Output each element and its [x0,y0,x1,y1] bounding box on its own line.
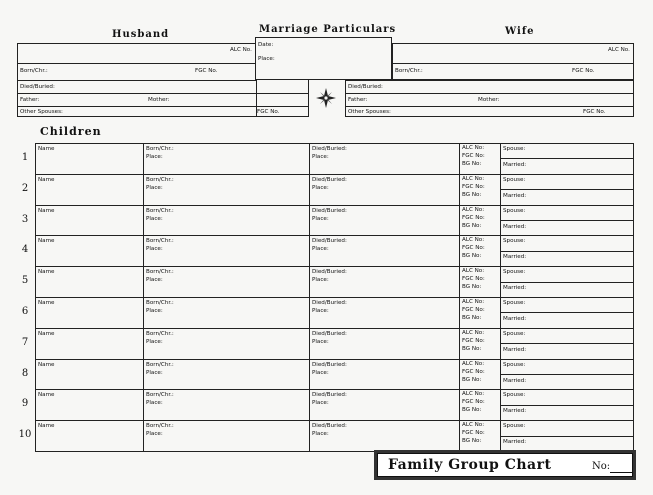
child-name-label: Name [38,269,55,276]
child-name-label: Name [38,300,55,306]
child-fgc-label: FGC No: [462,399,485,406]
child-alc-label: ALC No: [462,206,485,213]
child-row-number: 7 [21,336,29,348]
child-row-number: 8 [21,367,29,379]
child-row-number: 9 [21,398,29,410]
family-group-chart-title-block [374,450,636,480]
child-born-place-label: Place: [146,277,163,284]
husband-heading: Husband [112,29,170,40]
column-divider [459,359,460,390]
child-bg-label: BG No: [462,407,482,414]
child-born-place-label: Place: [146,246,163,253]
spouse-divider [500,251,634,252]
column-divider [143,328,144,359]
column-divider [143,420,144,451]
child-bg-label: BG No: [462,191,482,198]
child-married-label: Married: [503,162,527,168]
column-divider [309,143,310,174]
child-bg-label: BG No: [462,284,482,291]
child-died-place-label: Place: [312,338,329,345]
child-row-number: 10 [18,429,32,441]
child-row-number: 1 [21,152,29,163]
column-divider [309,297,310,328]
wife-fgc2-label: FGC No. [583,109,606,115]
child-spouse-label: Spouse: [503,423,526,430]
child-spouse-label: Spouse: [503,330,526,337]
child-bg-label: BG No: [462,438,482,445]
husband-fgc-label: FGC No. [195,68,218,74]
child-married-label: Married: [503,223,527,230]
husband-alc-label: ALC No. [230,47,252,53]
child-fgc-label: FGC No: [462,183,485,190]
column-divider [309,174,310,205]
column-divider [459,297,460,328]
child-married-label: Married: [503,408,527,415]
child-died-place-label: Place: [312,369,329,376]
child-died-label: Died/Buried: [312,146,347,152]
husband-born-label: Born/Chr.: [20,68,48,74]
child-born-label: Born/Chr.: [146,176,174,183]
husband-fgc2-label: FGC No. [257,109,280,115]
child-died-label: Died/Buried: [312,330,347,337]
column-divider [309,359,310,390]
child-died-label: Died/Buried: [312,392,347,399]
child-died-place-label: Place: [312,154,329,160]
child-born-label: Born/Chr.: [146,423,174,430]
column-divider [459,205,460,236]
column-divider [459,174,460,205]
marriage-block [255,37,392,80]
child-born-label: Born/Chr.: [146,207,174,214]
spouse-divider [500,405,634,406]
column-divider [143,359,144,390]
column-divider [309,205,310,236]
husband-other-spouses-label: Other Spouses: [20,109,63,115]
column-divider [459,389,460,420]
spouse-divider [500,282,634,283]
column-divider [143,235,144,266]
wife-alc-label: ALC No. [608,47,630,53]
child-born-place-label: Place: [146,184,163,191]
column-divider [143,205,144,236]
child-died-label: Died/Buried: [312,423,347,430]
spouse-divider [500,312,634,313]
child-fgc-label: FGC No: [462,368,485,375]
child-name-label: Name [38,423,55,430]
child-born-label: Born/Chr.: [146,361,174,368]
child-fgc-label: FGC No: [462,337,485,344]
spouse-divider [500,189,634,190]
wife-fgc-label: FGC No. [572,68,595,74]
chart-number-label: No: [592,461,611,472]
husband-died-label: Died/Buried: [20,84,55,90]
child-row-number: 5 [21,275,29,287]
spouse-divider [500,343,634,344]
child-born-place-label: Place: [146,431,163,438]
column-divider [459,235,460,266]
husband-father-label: Father: [20,97,40,103]
child-died-label: Died/Buried: [312,300,347,306]
spouse-divider [500,374,634,375]
child-alc-label: ALC No: [462,145,485,151]
column-divider [459,328,460,359]
wife-heading: Wife [505,26,535,37]
child-fgc-label: FGC No: [462,307,485,313]
child-married-label: Married: [503,254,527,261]
child-alc-label: ALC No: [462,329,485,336]
wife-block [392,43,634,80]
child-born-label: Born/Chr.: [146,392,174,399]
child-born-label: Born/Chr.: [146,300,174,306]
column-divider [309,420,310,451]
child-spouse-label: Spouse: [503,392,526,399]
marriage-date-label: Date: [258,42,274,48]
child-fgc-label: FGC No: [462,214,485,221]
chart-number-line [610,472,632,473]
child-married-label: Married: [503,192,527,199]
child-spouse-label: Spouse: [503,300,526,306]
child-died-place-label: Place: [312,400,329,407]
husband-mother-label: Mother: [148,97,170,103]
wife-died-label: Died/Buried: [348,84,383,90]
child-died-place-label: Place: [312,184,329,191]
column-divider [143,174,144,205]
child-born-label: Born/Chr.: [146,330,174,337]
child-spouse-label: Spouse: [503,269,526,276]
child-bg-label: BG No: [462,315,482,321]
child-married-label: Married: [503,439,527,446]
child-spouse-label: Spouse: [503,146,526,152]
child-alc-label: ALC No: [462,422,485,429]
child-alc-label: ALC No: [462,268,485,275]
child-bg-label: BG No: [462,161,482,167]
child-alc-label: ALC No: [462,175,485,182]
child-spouse-label: Spouse: [503,176,526,183]
child-bg-label: BG No: [462,253,482,260]
child-name-label: Name [38,176,55,183]
child-died-label: Died/Buried: [312,269,347,276]
child-died-place-label: Place: [312,308,329,314]
child-alc-label: ALC No: [462,237,485,244]
column-divider [143,266,144,297]
child-born-place-label: Place: [146,369,163,376]
child-died-label: Died/Buried: [312,176,347,183]
spouse-divider [500,220,634,221]
column-divider [143,389,144,420]
child-born-place-label: Place: [146,215,163,222]
compass-ornament-icon [316,88,336,108]
child-died-place-label: Place: [312,277,329,284]
child-born-place-label: Place: [146,154,163,160]
child-born-place-label: Place: [146,308,163,314]
child-name-label: Name [38,207,55,214]
child-row-number: 2 [21,182,29,194]
wife-father-label: Father: [348,97,368,103]
child-died-place-label: Place: [312,431,329,438]
child-married-label: Married: [503,316,527,322]
child-born-label: Born/Chr.: [146,146,174,152]
spouse-divider [500,436,634,437]
child-died-place-label: Place: [312,215,329,222]
child-spouse-label: Spouse: [503,238,526,245]
child-alc-label: ALC No: [462,299,485,305]
child-married-label: Married: [503,377,527,384]
column-divider [309,389,310,420]
wife-born-label: Born/Chr.: [395,68,423,74]
child-married-label: Married: [503,346,527,353]
column-divider [459,420,460,451]
column-divider [459,266,460,297]
child-fgc-label: FGC No: [462,153,485,159]
child-alc-label: ALC No: [462,360,485,367]
child-spouse-label: Spouse: [503,207,526,214]
chart-title: Family Group Chart [388,457,552,473]
child-bg-label: BG No: [462,345,482,352]
child-bg-label: BG No: [462,376,482,383]
child-fgc-label: FGC No: [462,245,485,252]
child-name-label: Name [38,238,55,245]
child-alc-label: ALC No: [462,391,485,398]
column-divider [309,328,310,359]
marriage-place-label: Place: [258,56,275,62]
wife-other-spouses-label: Other Spouses: [348,109,391,115]
child-married-label: Married: [503,285,527,292]
child-died-label: Died/Buried: [312,238,347,245]
spouse-divider [500,158,634,159]
child-born-place-label: Place: [146,400,163,407]
child-row-number: 6 [21,306,29,317]
child-fgc-label: FGC No: [462,276,485,283]
child-fgc-label: FGC No: [462,430,485,437]
child-born-label: Born/Chr.: [146,269,174,276]
child-bg-label: BG No: [462,222,482,229]
child-row-number: 4 [21,244,29,256]
child-name-label: Name [38,146,55,152]
wife-mother-label: Mother: [478,97,500,103]
children-heading: Children [40,125,102,138]
column-divider [309,235,310,266]
column-divider [309,266,310,297]
marriage-heading: Marriage Particulars [259,24,397,35]
child-name-label: Name [38,392,55,399]
column-divider [143,143,144,174]
column-divider [143,297,144,328]
child-died-label: Died/Buried: [312,361,347,368]
child-born-label: Born/Chr.: [146,238,174,245]
column-divider [459,143,460,174]
child-died-place-label: Place: [312,246,329,253]
child-name-label: Name [38,330,55,337]
child-died-label: Died/Buried: [312,207,347,214]
child-name-label: Name [38,361,55,368]
child-row-number: 3 [21,213,29,225]
child-spouse-label: Spouse: [503,361,526,368]
child-born-place-label: Place: [146,338,163,345]
